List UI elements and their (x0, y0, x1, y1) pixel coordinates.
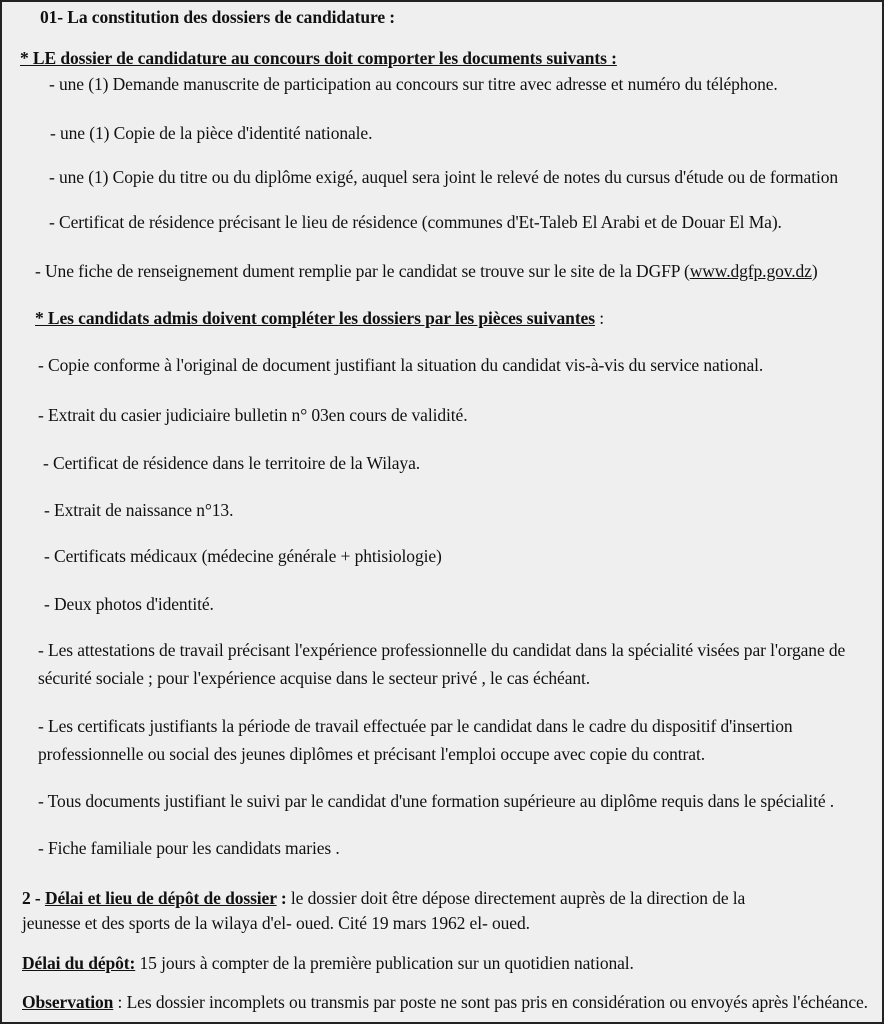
attestations-line2: sécurité sociale ; pour l'expérience acquise dans le secteur privé , le cas échéant. (38, 668, 591, 688)
observation-text: : Les dossier incomplets ou transmis par poste ne sont pas pris en considération ou envoyés après l'échéance. (113, 992, 868, 1012)
section2-line2: jeunesse et des sports de la wilaya d'el- oued. Cité 19 mars 1962 el- oued. (22, 913, 530, 933)
list-item: - Extrait de naissance n°13. (44, 500, 234, 520)
list-item: - Certificat de résidence dans le territoire de la Wilaya. (43, 453, 421, 473)
observation-label: Observation (22, 992, 114, 1012)
section1-heading-text: 01- La constitution des dossiers de candidature : (40, 7, 396, 27)
section1-subheading2 (35, 307, 604, 329)
section2-number: 2 - (22, 888, 45, 908)
list-item: - Certificats médicaux (médecine générale + phtisiologie) (44, 546, 442, 566)
list-item: - une (1) Copie du titre ou du diplôme exigé, auquel sera joint le relevé de notes du cursus d'étude ou de formation (49, 167, 839, 187)
dgfp-link[interactable]: www.dgfp.gov.dz (689, 261, 812, 281)
subheading2-colon: : (594, 308, 604, 328)
section2-colon: : (276, 888, 287, 908)
subheading2-text: * Les candidats admis doivent compléter les dossiers par les pièces suivantes (35, 308, 595, 328)
list-item: - Extrait du casier judiciaire bulletin n° 03en cours de validité. (38, 405, 468, 425)
list-item: - une (1) Demande manuscrite de participation au concours sur titre avec adresse et numéro du téléphone. (49, 74, 778, 94)
list-item: - Certificat de résidence précisant le lieu de résidence (communes d'Et-Taleb El Arabi et de Douar El Ma). (49, 212, 782, 232)
section1-heading (40, 6, 395, 28)
tous-documents: - Tous documents justifiant le suivi par le candidat d'une formation supérieure au diplôme requis dans le spécialité . (38, 791, 835, 811)
fiche-text: - Une fiche de renseignement dument remplie par le candidat se trouve sur le site de la DGFP ( (35, 261, 690, 281)
list-item: - Copie conforme à l'original de document justifiant la situation du candidat vis-à-vis du service national. (38, 355, 764, 375)
section2-text-line1: le dossier doit être dépose directement auprès de la direction de la (286, 888, 746, 908)
certificats-line1: - Les certificats justifiants la période de travail effectuée par le candidat dans le cadre du dispositif d'insertion (38, 716, 793, 736)
section2-line1 (22, 887, 745, 909)
fiche-end: ) (811, 261, 818, 281)
fiche-familiale: - Fiche familiale pour les candidats maries . (38, 838, 340, 858)
list-item: - une (1) Copie de la pièce d'identité nationale. (50, 123, 373, 143)
attestations-line1: - Les attestations de travail précisant l'expérience professionnelle du candidat dans la spécialité visées par l'organe de (38, 640, 846, 660)
fiche-renseignement (35, 260, 818, 282)
section1-subheading1: * LE dossier de candidature au concours doit comporter les documents suivants : (20, 48, 617, 68)
delai-label: Délai du dépôt: (22, 953, 136, 973)
list-item: - Deux photos d'identité. (44, 594, 214, 614)
observation (22, 991, 868, 1013)
delai-depot (22, 952, 634, 974)
delai-text: 15 jours à compter de la première publication sur un quotidien national. (135, 953, 634, 973)
certificats-line2: professionnelle ou social des jeunes diplômes et précisant l'emploi occupe avec copie du contrat. (38, 744, 705, 764)
section2-title: Délai et lieu de dépôt de dossier (44, 888, 277, 908)
